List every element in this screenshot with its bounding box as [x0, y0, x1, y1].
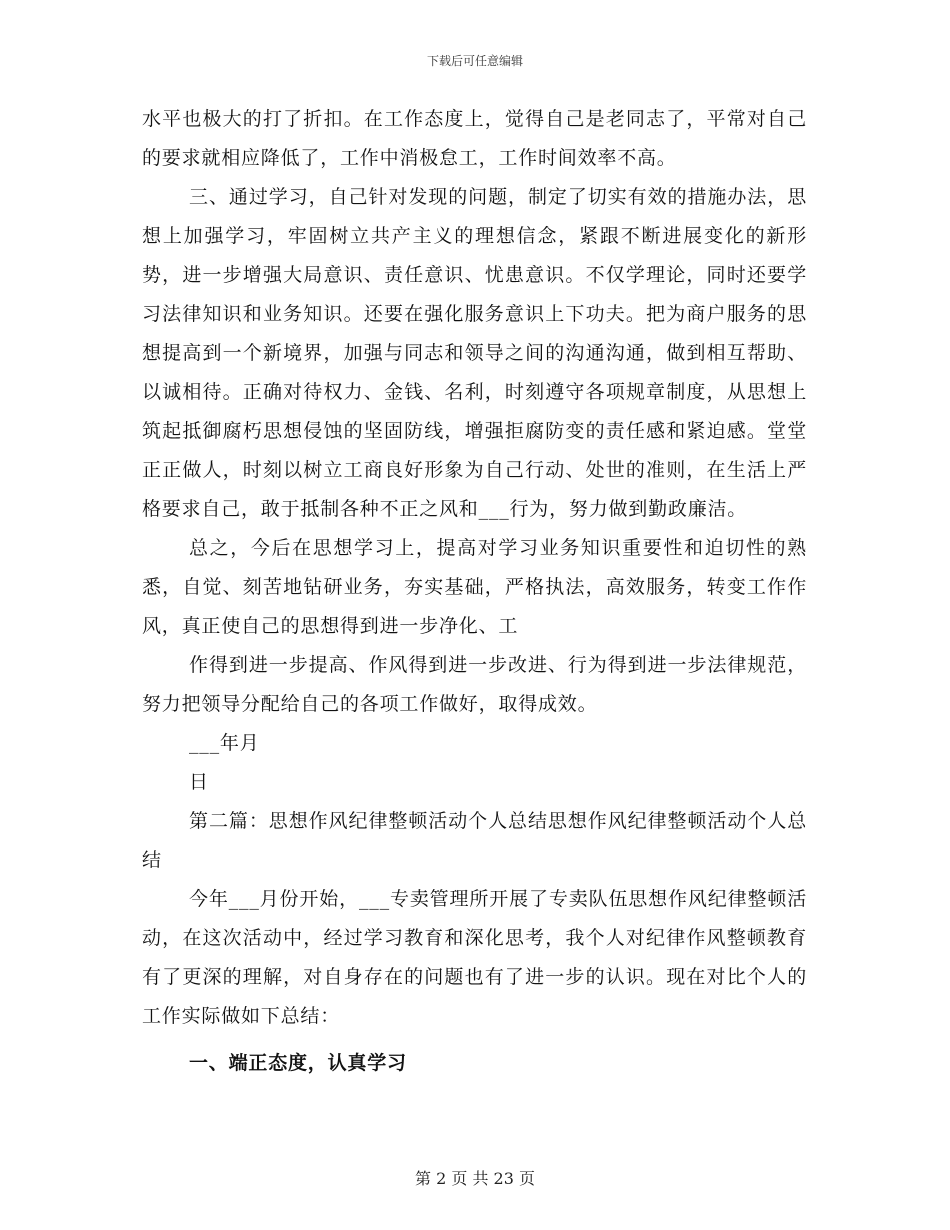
date-line: ___年月 [189, 732, 260, 754]
paragraph-summary-continued: 作得到进一步提高、作风得到进一步改进、行为得到进一步法律规范，努力把领导分配给自己的各项工作做好，取得成效。 [142, 654, 807, 715]
page-header: 下载后可任意编辑 [426, 54, 523, 68]
document-body [142, 100, 807, 1083]
paragraph-intro: 今年___月份开始，___专卖管理所开展了专卖队伍思想作风纪律整顿活动，在这次活动中，经过学习教育和深化思考，我个人对纪律作风整顿教育有了更深的理解，对自身存在的问题也有了进一步的认识。现在对比个人的工作实际做如下总结： [142, 888, 807, 1027]
paragraph-summary: 总之，今后在思想学习上，提高对学习业务知识重要性和迫切性的熟悉，自觉、刻苦地钻研业务，夯实基础，严格执法，高效服务，转变工作作风，真正使自己的思想得到进一步净化、工 [142, 537, 807, 637]
paragraph-section-three: 三、通过学习，自己针对发现的问题，制定了切实有效的措施办法，思想上加强学习，牢固树立共产主义的理想信念，紧跟不断进展变化的新形势，进一步增强大局意识、责任意识、忧患意识。不仅学理论，同时还要学习法律知识和业务知识。还要在强化服务意识上下功夫。把为商户服务的思想提高到一个新境界，加强与同志和领导之间的沟通沟通，做到相互帮助、以诚相待。正确对待权力、金钱、名利，时刻遵守各项规章制度，从思想上筑起抵御腐朽思想侵蚀的坚固防线，增强拒腐防变的责任感和紧迫感。堂堂正正做人，时刻以树立工商良好形象为自己行动、处世的准则，在生活上严格要求自己，敢于抵制各种不正之风和___行为，努力做到勤政廉洁。 [142, 186, 807, 520]
paragraph-continuation: 水平也极大的打了折扣。在工作态度上，觉得自己是老同志了，平常对自己的要求就相应降低了，工作中消极怠工，工作时间效率不高。 [142, 108, 807, 169]
section-heading: 一、端正态度，认真学习 [189, 1052, 407, 1074]
part-two-title: 第二篇：思想作风纪律整顿活动个人总结思想作风纪律整顿活动个人总结 [142, 810, 807, 871]
date-day: 日 [189, 771, 209, 793]
page-footer: 第 2 页 共 23 页 [415, 1169, 535, 1188]
